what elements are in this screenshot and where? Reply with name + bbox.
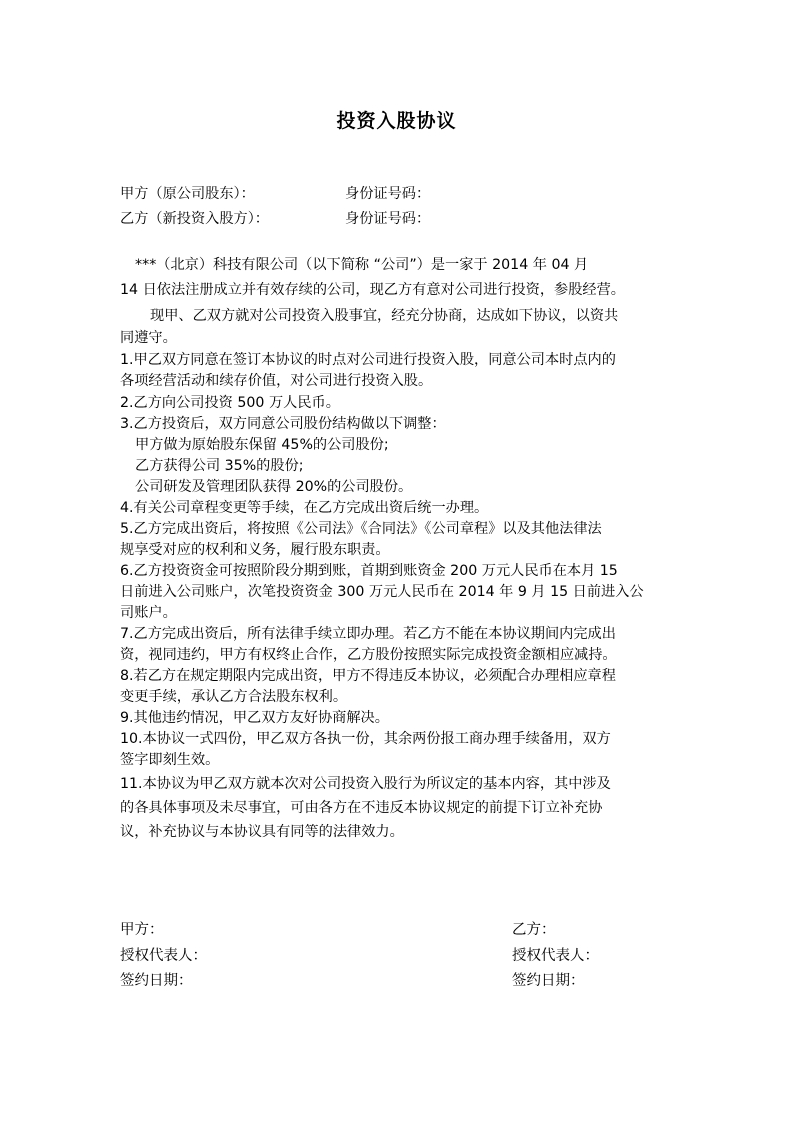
clause-line: 8.若乙方在规定期限内完成出资，甲方不得违反本协议，必须配合办理相应章程 xyxy=(120,668,616,684)
clause-line: 甲方做为原始股东保留 45%的公司股份; xyxy=(135,437,389,453)
signature-date-a: 签约日期： xyxy=(120,973,193,989)
clause-line: 各项经营活动和续存价值，对公司进行投资入股。 xyxy=(120,373,433,389)
party-b-label: 乙方（新投资入股方）： xyxy=(120,211,269,227)
signature-party-a: 甲方： xyxy=(120,922,164,938)
signature-date-b: 签约日期： xyxy=(512,973,585,989)
clause-line: 司账户。 xyxy=(120,605,177,621)
clause-line: 11.本协议为甲乙双方就本次对公司投资入股行为所议定的基本内容，其中涉及 xyxy=(120,776,611,792)
clause-line: 公司研发及管理团队获得 20%的公司股份。 xyxy=(135,479,413,495)
clause-line: 9.其他违约情况，甲乙双方友好协商解决。 xyxy=(120,710,389,726)
clause-line: 变更手续，承认乙方合法股东权利。 xyxy=(120,689,348,705)
clause-line: 4.有关公司章程变更等手续，在乙方完成出资后统一办理。 xyxy=(120,500,489,516)
clause-line: 2.乙方向公司投资 500 万人民币。 xyxy=(120,395,340,411)
intro-line: 14 日依法注册成立并有效存续的公司，现乙方有意对公司进行投资，参股经营。 xyxy=(120,282,625,298)
intro-line: 同遵守。 xyxy=(120,330,177,346)
signature-party-b: 乙方： xyxy=(512,922,556,938)
intro-line: ***（北京）科技有限公司（以下简称 “公司”）是一家于 2014 年 04 月 xyxy=(135,257,589,273)
clause-line: 议，补充协议与本协议具有同等的法律效力。 xyxy=(120,824,404,840)
clause-line: 乙方获得公司 35%的股份; xyxy=(135,458,304,474)
clause-line: 10.本协议一式四份，甲乙双方各执一份，其余两份报工商办理手续备用，双方 xyxy=(120,731,611,747)
clause-line: 3.乙方投资后，双方同意公司股份结构做以下调整： xyxy=(120,416,446,432)
intro-line: 现甲、乙双方就对公司投资入股事宜，经充分协商，达成如下协议，以资共 xyxy=(150,308,619,324)
clause-line: 的各具体事项及未尽事宜，可由各方在不违反本协议规定的前提下订立补充协 xyxy=(120,800,603,816)
clause-line: 规享受对应的权利和义务，履行股东职责。 xyxy=(120,542,390,558)
clause-line: 签字即刻生效。 xyxy=(120,752,220,768)
signature-rep-b: 授权代表人： xyxy=(512,948,599,964)
clause-line: 资，视同违约，甲方有权终止合作，乙方股份按照实际完成投资金额相应减持。 xyxy=(120,647,617,663)
party-b-id-label: 身份证号码： xyxy=(345,211,431,227)
clause-line: 日前进入公司账户，次笔投资资金 300 万元人民币在 2014 年 9 月 15 日前进入公 xyxy=(120,584,644,600)
clause-line: 5.乙方完成出资后，将按照《公司法》《合同法》《公司章程》以及其他法律法 xyxy=(120,521,602,537)
clause-line: 6.乙方投资资金可按照阶段分期到账，首期到账资金 200 万元人民币在本月 15 xyxy=(120,563,618,579)
party-a-label: 甲方（原公司股东）： xyxy=(120,186,255,202)
party-a-id-label: 身份证号码： xyxy=(345,186,431,202)
clause-line: 1.甲乙双方同意在签订本协议的时点对公司进行投资入股，同意公司本时点内的 xyxy=(120,352,616,368)
document-title: 投资入股协议 xyxy=(336,110,457,132)
clause-line: 7.乙方完成出资后，所有法律手续立即办理。若乙方不能在本协议期间内完成出 xyxy=(120,626,616,642)
signature-rep-a: 授权代表人： xyxy=(120,948,207,964)
